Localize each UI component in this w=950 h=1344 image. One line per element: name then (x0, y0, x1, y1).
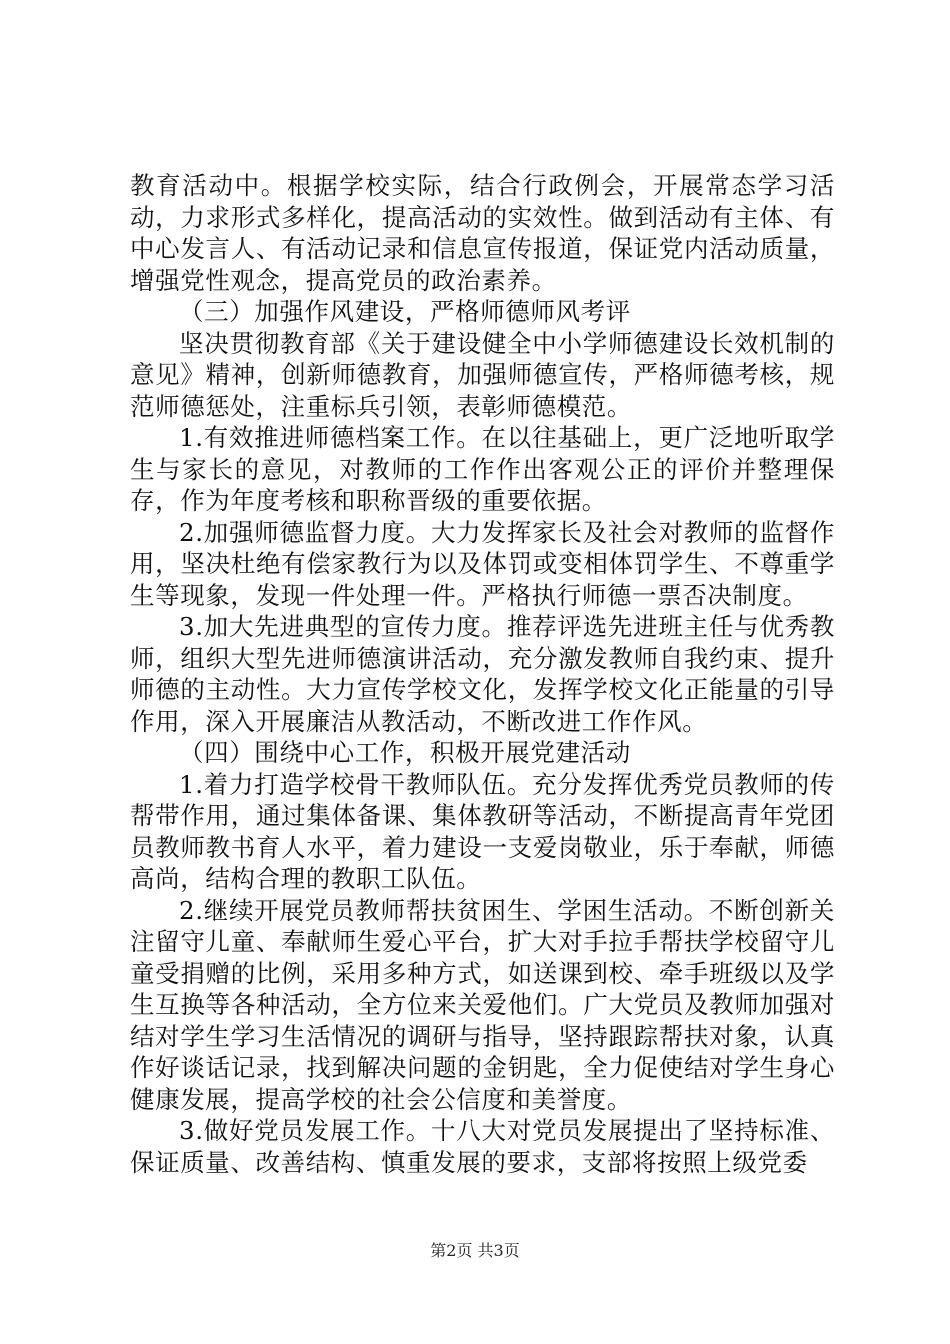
body-paragraph: 1.着力打造学校骨干教师队伍。充分发挥优秀党员教师的传帮带作用，通过集体备课、集体教研等活动，不断提高青年党团员教师教书育人水平，着力建设一支爱岗敬业，乐于奉献，师德高尚，结构合理的教职工队伍。 (130, 769, 835, 893)
body-paragraph: 教育活动中。根据学校实际，结合行政例会，开展常态学习活动，力求形式多样化，提高活动的实效性。做到活动有主体、有中心发言人、有活动记录和信息宣传报道，保证党内活动质量，增强党性观念，提高党员的政治素养。 (130, 171, 835, 295)
body-paragraph: 2.继续开展党员教师帮扶贫困生、学困生活动。不断创新关注留守儿童、奉献师生爱心平台，扩大对手拉手帮扶学校留守儿童受捐赠的比例，采用多种方式，如送课到校、牵手班级以及学生互换等各种活动，全方位来关爱他们。广大党员及教师加强对结对学生学习生活情况的调研与指导，坚持跟踪帮扶对象，认真作好谈话记录，找到解决问题的金钥匙，全力促使结对学生身心健康发展，提高学校的社会公信度和美誉度。 (130, 895, 835, 1114)
body-paragraph: 坚决贯彻教育部《关于建设健全中小学师德建设长效机制的意见》精神，创新师德教育，加强师德宣传，严格师德考核，规范师德惩处，注重标兵引领，表彰师德模范。 (130, 328, 835, 421)
page-number-label: 第2页 共3页 (430, 1241, 520, 1260)
body-paragraph: 2.加强师德监督力度。大力发挥家长及社会对教师的监督作用，坚决杜绝有偿家教行为以及体罚或变相体罚学生、不尊重学生等现象，发现一件处理一件。严格执行师德一票否决制度。 (130, 517, 835, 610)
page-footer (0, 1241, 950, 1261)
body-paragraph: 3.加大先进典型的宣传力度。推荐评选先进班主任与优秀教师，组织大型先进师德演讲活动，充分激发教师自我约束、提升师德的主动性。大力宣传学校文化，发挥学校文化正能量的引导作用，深入开展廉洁从教活动，不断改进工作作风。 (130, 612, 835, 736)
body-paragraph: 3.做好党员发展工作。十八大对党员发展提出了坚持标准、保证质量、改善结构、慎重发展的要求，支部将按照上级党委 (130, 1116, 835, 1177)
document-body (130, 170, 835, 1178)
body-paragraph: （三）加强作风建设，严格师德师风考评 (179, 297, 631, 326)
body-paragraph: 1.有效推进师德档案工作。在以往基础上，更广泛地听取学生与家长的意见，对教师的工作作出客观公正的评价并整理保存，作为年度考核和职称晋级的重要依据。 (130, 423, 835, 515)
body-paragraph: （四）围绕中心工作，积极开展党建活动 (179, 738, 631, 767)
